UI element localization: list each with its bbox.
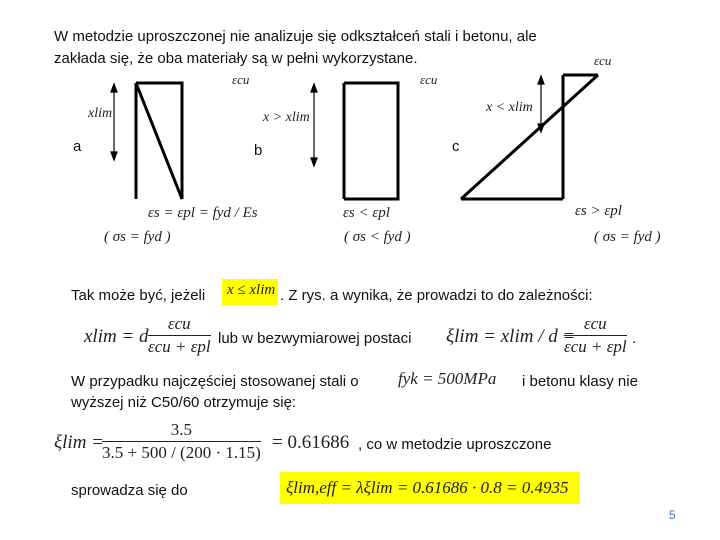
diagram-b-condition: x > xlim: [263, 110, 310, 125]
eq2-numerator: 3.5: [170, 420, 193, 439]
diagram-a-stress: ( σs = fyd ): [104, 229, 171, 245]
fyk-formula: fyk = 500MPa: [398, 369, 497, 388]
para2-line-1: W przypadku najczęściej stosowanej stali o: [71, 373, 359, 390]
para1-suffix: . Z rys. a wynika, że prowadzi to do zależności:: [280, 287, 593, 304]
diagram-b-stress: ( σs < fyd ): [344, 229, 411, 245]
para3-text: sprowadza się do: [71, 482, 188, 499]
diagram-b-label: b: [254, 142, 263, 159]
diagram-a-eps-cu: εcu: [232, 72, 250, 87]
diagram-c-diagonal: [461, 75, 598, 199]
diagram-a-xlim: xlim: [88, 106, 113, 121]
para2-line-2: wyższej niż C50/60 otrzymuje się:: [71, 394, 297, 411]
eq2-result: = 0.61686: [272, 432, 350, 453]
eq1-denominator: εcu + εpl: [148, 337, 211, 356]
intro-line-2: zakłada się, że oba materiały są w pełni wykorzystane.: [54, 50, 418, 67]
eq2-lhs: ξlim =: [54, 432, 104, 453]
para1-prefix: Tak może być, jeżeli: [71, 287, 206, 304]
eq2-fraction: [102, 420, 261, 463]
eq2-denominator: 3.5 + 500 / (200 · 1.15): [102, 443, 261, 462]
condition-formula: x ≤ xlim: [227, 282, 276, 298]
para2-suffix: i betonu klasy nie: [522, 373, 638, 390]
diagram-a-strain: εs = εpl = fyd / Es: [148, 205, 258, 221]
eq1-lhs-dimensionless: ξlim = xlim / d =: [446, 326, 576, 347]
eq1-fraction-2: [564, 314, 627, 357]
eq1-end: .: [632, 330, 637, 347]
diagram-c-condition: x < xlim: [486, 100, 533, 115]
diagram-c-eps-cu: εcu: [594, 53, 612, 68]
diagram-a-shape: [136, 83, 182, 199]
eq1-lhs: xlim = d: [84, 326, 149, 347]
eq1-denominator-2: εcu + εpl: [564, 337, 627, 356]
final-equation: ξlim,eff = λξlim = 0.61686 · 0.8 = 0.4935: [286, 478, 569, 497]
intro-line-1: W metodzie uproszczonej nie analizuje się odkształceń stali i betonu, ale: [54, 28, 537, 45]
eq1-numerator: εcu: [167, 314, 191, 333]
diagram-a-label: a: [73, 138, 82, 155]
diagram-b-eps-cu: εcu: [420, 72, 438, 87]
diagram-b-shape: [344, 83, 398, 199]
page-number: 5: [669, 508, 676, 522]
diagram-c-stress: ( σs = fyd ): [594, 229, 661, 245]
diagram-c-label: c: [452, 138, 460, 155]
diagram-b-strain: εs < εpl: [343, 205, 390, 221]
eq1-fraction: [148, 314, 211, 357]
diagram-c-strain: εs > εpl: [575, 203, 622, 219]
eq2-note: , co w metodzie uproszczone: [358, 436, 552, 453]
eq1-middle-text: lub w bezwymiarowej postaci: [218, 330, 412, 347]
eq1-numerator-2: εcu: [583, 314, 607, 333]
